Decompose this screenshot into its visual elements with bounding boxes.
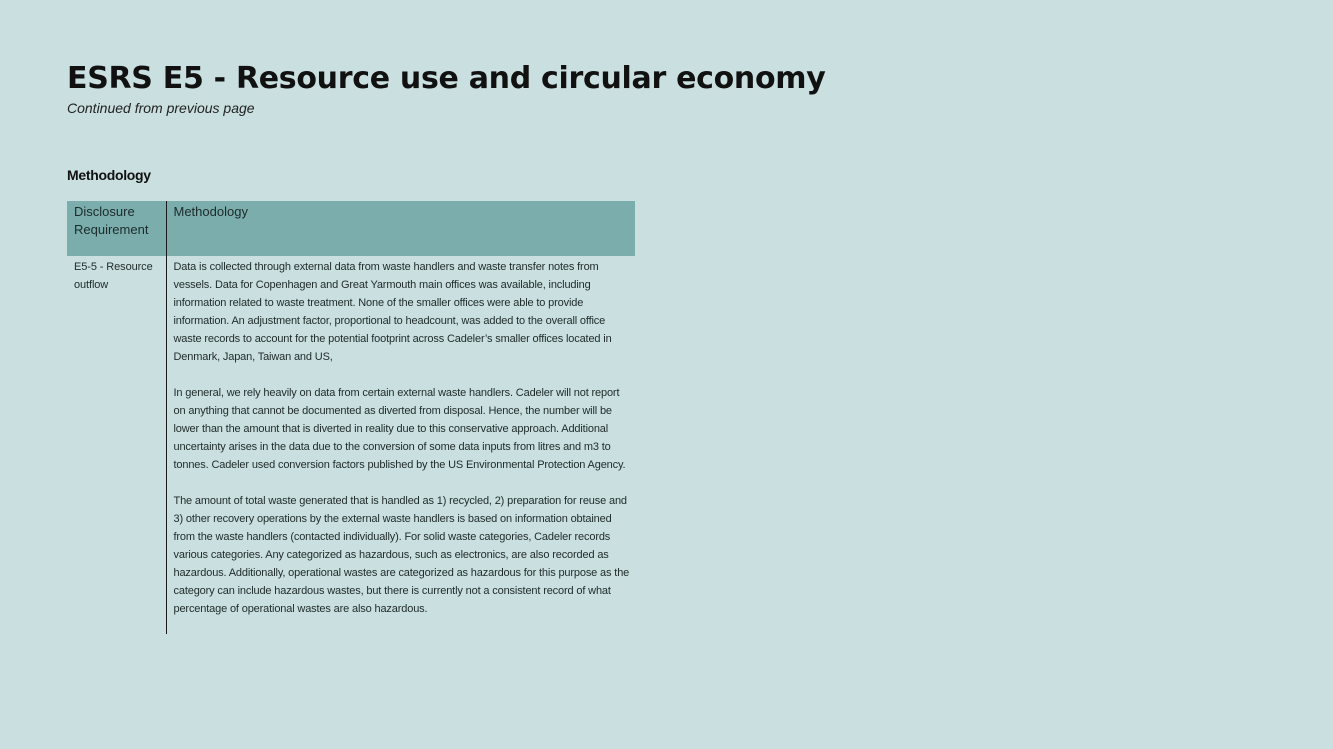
- methodology-table: [67, 201, 635, 634]
- methodology-cell: [166, 256, 635, 634]
- methodology-paragraph: The amount of total waste generated that is handled as 1) recycled, 2) preparation for reuse and 3) other recovery operations by the external waste handlers is based on information obtained from the waste handlers (contacted individually). For solid waste categories, Cadeler records various categories. Any categorized as hazardous, such as electronics, are also recorded as hazardous. Additionally, operational wastes are categorized as hazardous for this purpose as the category can include hazardous wastes, but there is currently not a consistent record of what percentage of operational wastes are also hazardous.: [173, 495, 630, 615]
- section-heading: Methodology: [67, 167, 151, 183]
- disclosure-requirement-cell: E5-5 - Resource outflow: [67, 256, 166, 634]
- header-disclosure-requirement: Disclosure Requirement: [67, 201, 166, 256]
- page-subtitle: Continued from previous page: [67, 100, 255, 116]
- table-header-row: [67, 201, 635, 256]
- methodology-paragraph: In general, we rely heavily on data from certain external waste handlers. Cadeler will not report on anything that cannot be documented as diverted from disposal. Hence, the number will be lower than the amount that is diverted in reality due to this conservative approach. Additional uncertainty arises in the data due to the conversion of some data inputs from litres and m3 to tonnes. Cadeler used conversion factors published by the US Environmental Protection Agency.: [173, 387, 626, 471]
- table-row: [67, 256, 635, 634]
- page-title: ESRS E5 - Resource use and circular economy: [67, 61, 826, 96]
- methodology-paragraph: Data is collected through external data from waste handlers and waste transfer notes from vessels. Data for Copenhagen and Great Yarmouth main offices was available, including information related to waste treatment. None of the smaller offices were able to provide information. An adjustment factor, proportional to headcount, was added to the overall office waste records to account for the potential footprint across Cadeler’s smaller offices located in Denmark, Japan, Taiwan and US,: [173, 261, 612, 363]
- header-methodology: Methodology: [166, 201, 635, 256]
